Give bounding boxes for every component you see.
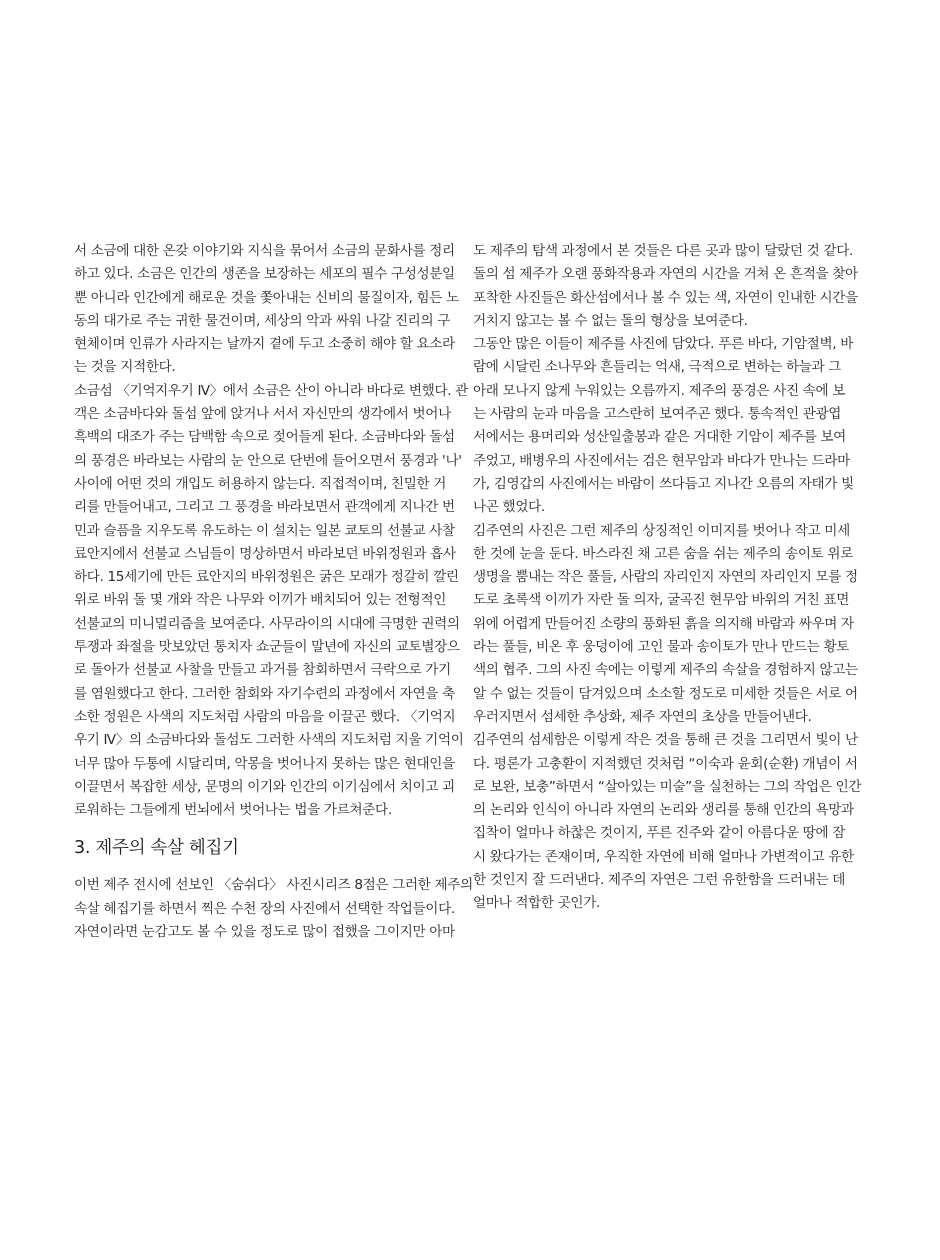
text-line: 위로 바위 돌 몇 개와 작은 나무와 이끼가 배치되어 있는 전형적인 bbox=[74, 592, 447, 609]
text-line: 시 왔다가는 존재이며, 우직한 자연에 비해 얼마나 가변적이고 유한 bbox=[473, 848, 854, 865]
text-line: 로워하는 그들에게 번뇌에서 벗어나는 법을 가르쳐준다. bbox=[74, 802, 392, 819]
text-line: 한 것에 눈을 둔다. 바스라진 채 고른 숨을 쉬는 제주의 송이토 위로 bbox=[473, 545, 853, 562]
text-line: 동의 대가로 주는 귀한 물건이며, 세상의 악과 싸워 나갈 진리의 구 bbox=[74, 312, 451, 329]
text-line: 선불교의 미니멀리즘을 보여준다. 사무라이의 시대에 극명한 권력의 bbox=[74, 615, 460, 632]
text-line: 서 소금에 대한 온갖 이야기와 지식을 묶어서 소금의 문화사를 정리 bbox=[74, 243, 455, 259]
paragraph bbox=[74, 874, 473, 944]
text-line: 거치지 않고는 볼 수 없는 돌의 형상을 보여준다. bbox=[473, 312, 748, 329]
left-column bbox=[74, 240, 473, 944]
text-line: 돌의 섬 제주가 오랜 풍화작용과 자연의 시간을 거쳐 온 흔적을 찾아 bbox=[473, 266, 858, 283]
text-line: 자연이라면 눈감고도 볼 수 있을 정도로 많이 접했을 그이지만 아마 bbox=[74, 924, 455, 941]
paragraph bbox=[74, 240, 459, 380]
section-heading: 3. 제주의 속살 헤집기 bbox=[74, 838, 239, 859]
paragraph bbox=[473, 729, 862, 915]
paragraph bbox=[74, 380, 468, 823]
text-line: 나곤 했었다. bbox=[473, 499, 545, 516]
text-line: 민과 슬픔을 지우도록 유도하는 이 설치는 일본 쿄토의 선불교 사찰 bbox=[74, 522, 455, 539]
text-line: 도 제주의 탐색 과정에서 본 것들은 다른 곳과 많이 달랐던 것 같다. bbox=[473, 243, 853, 259]
text-line: 이끌면서 복잡한 세상, 문명의 이기와 인간의 이기심에서 치이고 괴 bbox=[74, 778, 455, 795]
text-line: 생명을 뿜내는 작은 풀들, 사람의 자리인지 자연의 자리인지 모를 정 bbox=[473, 569, 858, 586]
text-line: 김주연의 사진은 그런 제주의 상징적인 이미지를 벗어나 작고 미세 bbox=[473, 522, 850, 539]
text-line: 얼마나 적합한 곳인가. bbox=[473, 895, 600, 912]
text-line: 다. 평론가 고충환이 지적했던 것처럼 “이숙과 윤회(순환) 개념이 서 bbox=[473, 755, 858, 772]
text-line: 를 염원했다고 한다. 그러한 참회와 자기수련의 과정에서 자연을 축 bbox=[74, 685, 455, 702]
paragraph bbox=[473, 520, 858, 730]
text-line: 그동안 많은 이들이 제주를 사진에 담았다. 푸른 바다, 기암절벽, 바 bbox=[473, 336, 853, 353]
text-line: 집착이 얼마나 하찮은 것이지, 푸른 진주와 같이 아름다운 땅에 잠 bbox=[473, 825, 846, 842]
text-line: 알 수 없는 것들이 담겨있으며 소소할 정도로 미세한 것들은 서로 어 bbox=[473, 685, 858, 702]
text-line: 로 보완, 보충”하면서 “살아있는 미술”을 실천하는 그의 작업은 인간 bbox=[473, 778, 862, 795]
paragraph bbox=[473, 240, 858, 333]
text-line: 의 풍경은 바라보는 사람의 눈 안으로 단번에 들어오면서 풍경과 '나' bbox=[74, 452, 462, 469]
text-line: 흑백의 대조가 주는 담백함 속으로 젖어들게 된다. 소금바다와 돌섬 bbox=[74, 429, 455, 446]
text-line: 소한 정원은 사색의 지도처럼 사람의 마음을 이끌곤 했다. 〈기억지 bbox=[74, 708, 456, 725]
text-line: 한 것인지 잘 드러낸다. 제주의 자연은 그런 유한함을 드러내는 데 bbox=[473, 872, 846, 889]
text-line: 람에 시달린 소나무와 흔들리는 억새, 극적으로 변하는 하늘과 그 bbox=[473, 359, 842, 376]
text-line: 가, 김영갑의 사진에서는 바람이 쓰다듬고 지나간 오름의 자태가 빛 bbox=[473, 475, 854, 492]
text-line: 속살 헤집기를 하면서 찍은 수천 장의 사진에서 선택한 작업들이다. bbox=[74, 900, 455, 917]
text-line: 료안지에서 선불교 스님들이 명상하면서 바라보던 바위정원과 흡사 bbox=[74, 545, 456, 562]
text-line: 투쟁과 좌절을 맛보았던 통치자 쇼군들이 말년에 자신의 교토별장으 bbox=[74, 639, 460, 656]
text-line: 리를 만들어내고, 그리고 그 풍경을 바라보면서 관객에게 지나간 번 bbox=[74, 499, 455, 516]
text-line: 위에 어렵게 만들어진 소량의 풍화된 흙을 의지해 바람과 싸우며 자 bbox=[473, 615, 854, 632]
text-line: 현체이며 인류가 사라지는 날까지 곁에 두고 소중히 해야 할 요소라 bbox=[74, 336, 455, 353]
text-line: 우기 Ⅳ〉의 소금바다와 돌섬도 그러한 사색의 지도처럼 지울 기억이 bbox=[74, 732, 464, 749]
text-line: 아래 모나지 않게 누워있는 오름까지. 제주의 풍경은 사진 속에 보 bbox=[473, 382, 846, 399]
text-line: 도로 초록색 이끼가 자란 돌 의자, 굴곡진 현무암 바위의 거친 표면 bbox=[473, 592, 850, 609]
text-line: 소금섬 〈기억지우기 Ⅳ〉에서 소금은 산이 아니라 바다로 변했다. 관 bbox=[74, 382, 468, 399]
text-line: 이번 제주 전시에 선보인 〈숨쉬다〉 사진시리즈 8점은 그러한 제주의 bbox=[74, 877, 473, 894]
text-line: 서에서는 용머리와 성산일출봉과 같은 거대한 기암이 제주를 보여 bbox=[473, 429, 846, 446]
text-line: 주었고, 배병우의 사진에서는 검은 현무암과 바다가 만나는 드라마 bbox=[473, 452, 850, 469]
text-line: 너무 많아 두통에 시달리며, 악몽을 벗어나지 못하는 많은 현대인을 bbox=[74, 755, 455, 772]
text-line: 객은 소금바다와 돌섬 앞에 앉거나 서서 자신만의 생각에서 벗어나 bbox=[74, 406, 451, 423]
text-line: 사이에 어떤 것의 개입도 허용하지 않는다. 직접적이며, 친밀한 거 bbox=[74, 475, 447, 492]
text-line: 우러지면서 섬세한 추상화, 제주 자연의 초상을 만들어낸다. bbox=[473, 708, 812, 725]
text-line: 하고 있다. 소금은 인간의 생존을 보장하는 세포의 필수 구성성분일 bbox=[74, 266, 455, 283]
text-line: 라는 풀들, 비온 후 웅덩이에 고인 물과 송이토가 만나 만드는 황토 bbox=[473, 639, 850, 656]
text-line: 포착한 사진들은 화산섬에서나 볼 수 있는 색, 자연이 인내한 시간을 bbox=[473, 289, 858, 306]
text-line: 는 사람의 눈과 마음을 고스란히 보여주곤 했다. 통속적인 관광엽 bbox=[473, 406, 842, 423]
text-line: 는 것을 지적한다. bbox=[74, 359, 176, 376]
text-line: 뿐 아니라 인간에게 해로운 것을 쫓아내는 신비의 물질이자, 힘든 노 bbox=[74, 289, 459, 306]
text-line: 색의 협주. 그의 사진 속에는 이렇게 제주의 속살을 경험하지 않고는 bbox=[473, 662, 858, 679]
right-column bbox=[473, 240, 862, 916]
paragraph bbox=[473, 333, 854, 519]
text-line: 하다. 15세기에 만든 료안지의 바위정원은 굵은 모래가 정갈히 깔린 bbox=[74, 569, 459, 586]
text-line: 로 돌아가 선불교 사찰을 만들고 과거를 참회하면서 극락으로 가기 bbox=[74, 662, 451, 679]
text-line: 의 논리와 인식이 아니라 자연의 논리와 생리를 통해 인간의 욕망과 bbox=[473, 802, 854, 819]
text-line: 김주연의 섬세함은 이렇게 작은 것을 통해 큰 것을 그리면서 빛이 난 bbox=[473, 732, 858, 749]
